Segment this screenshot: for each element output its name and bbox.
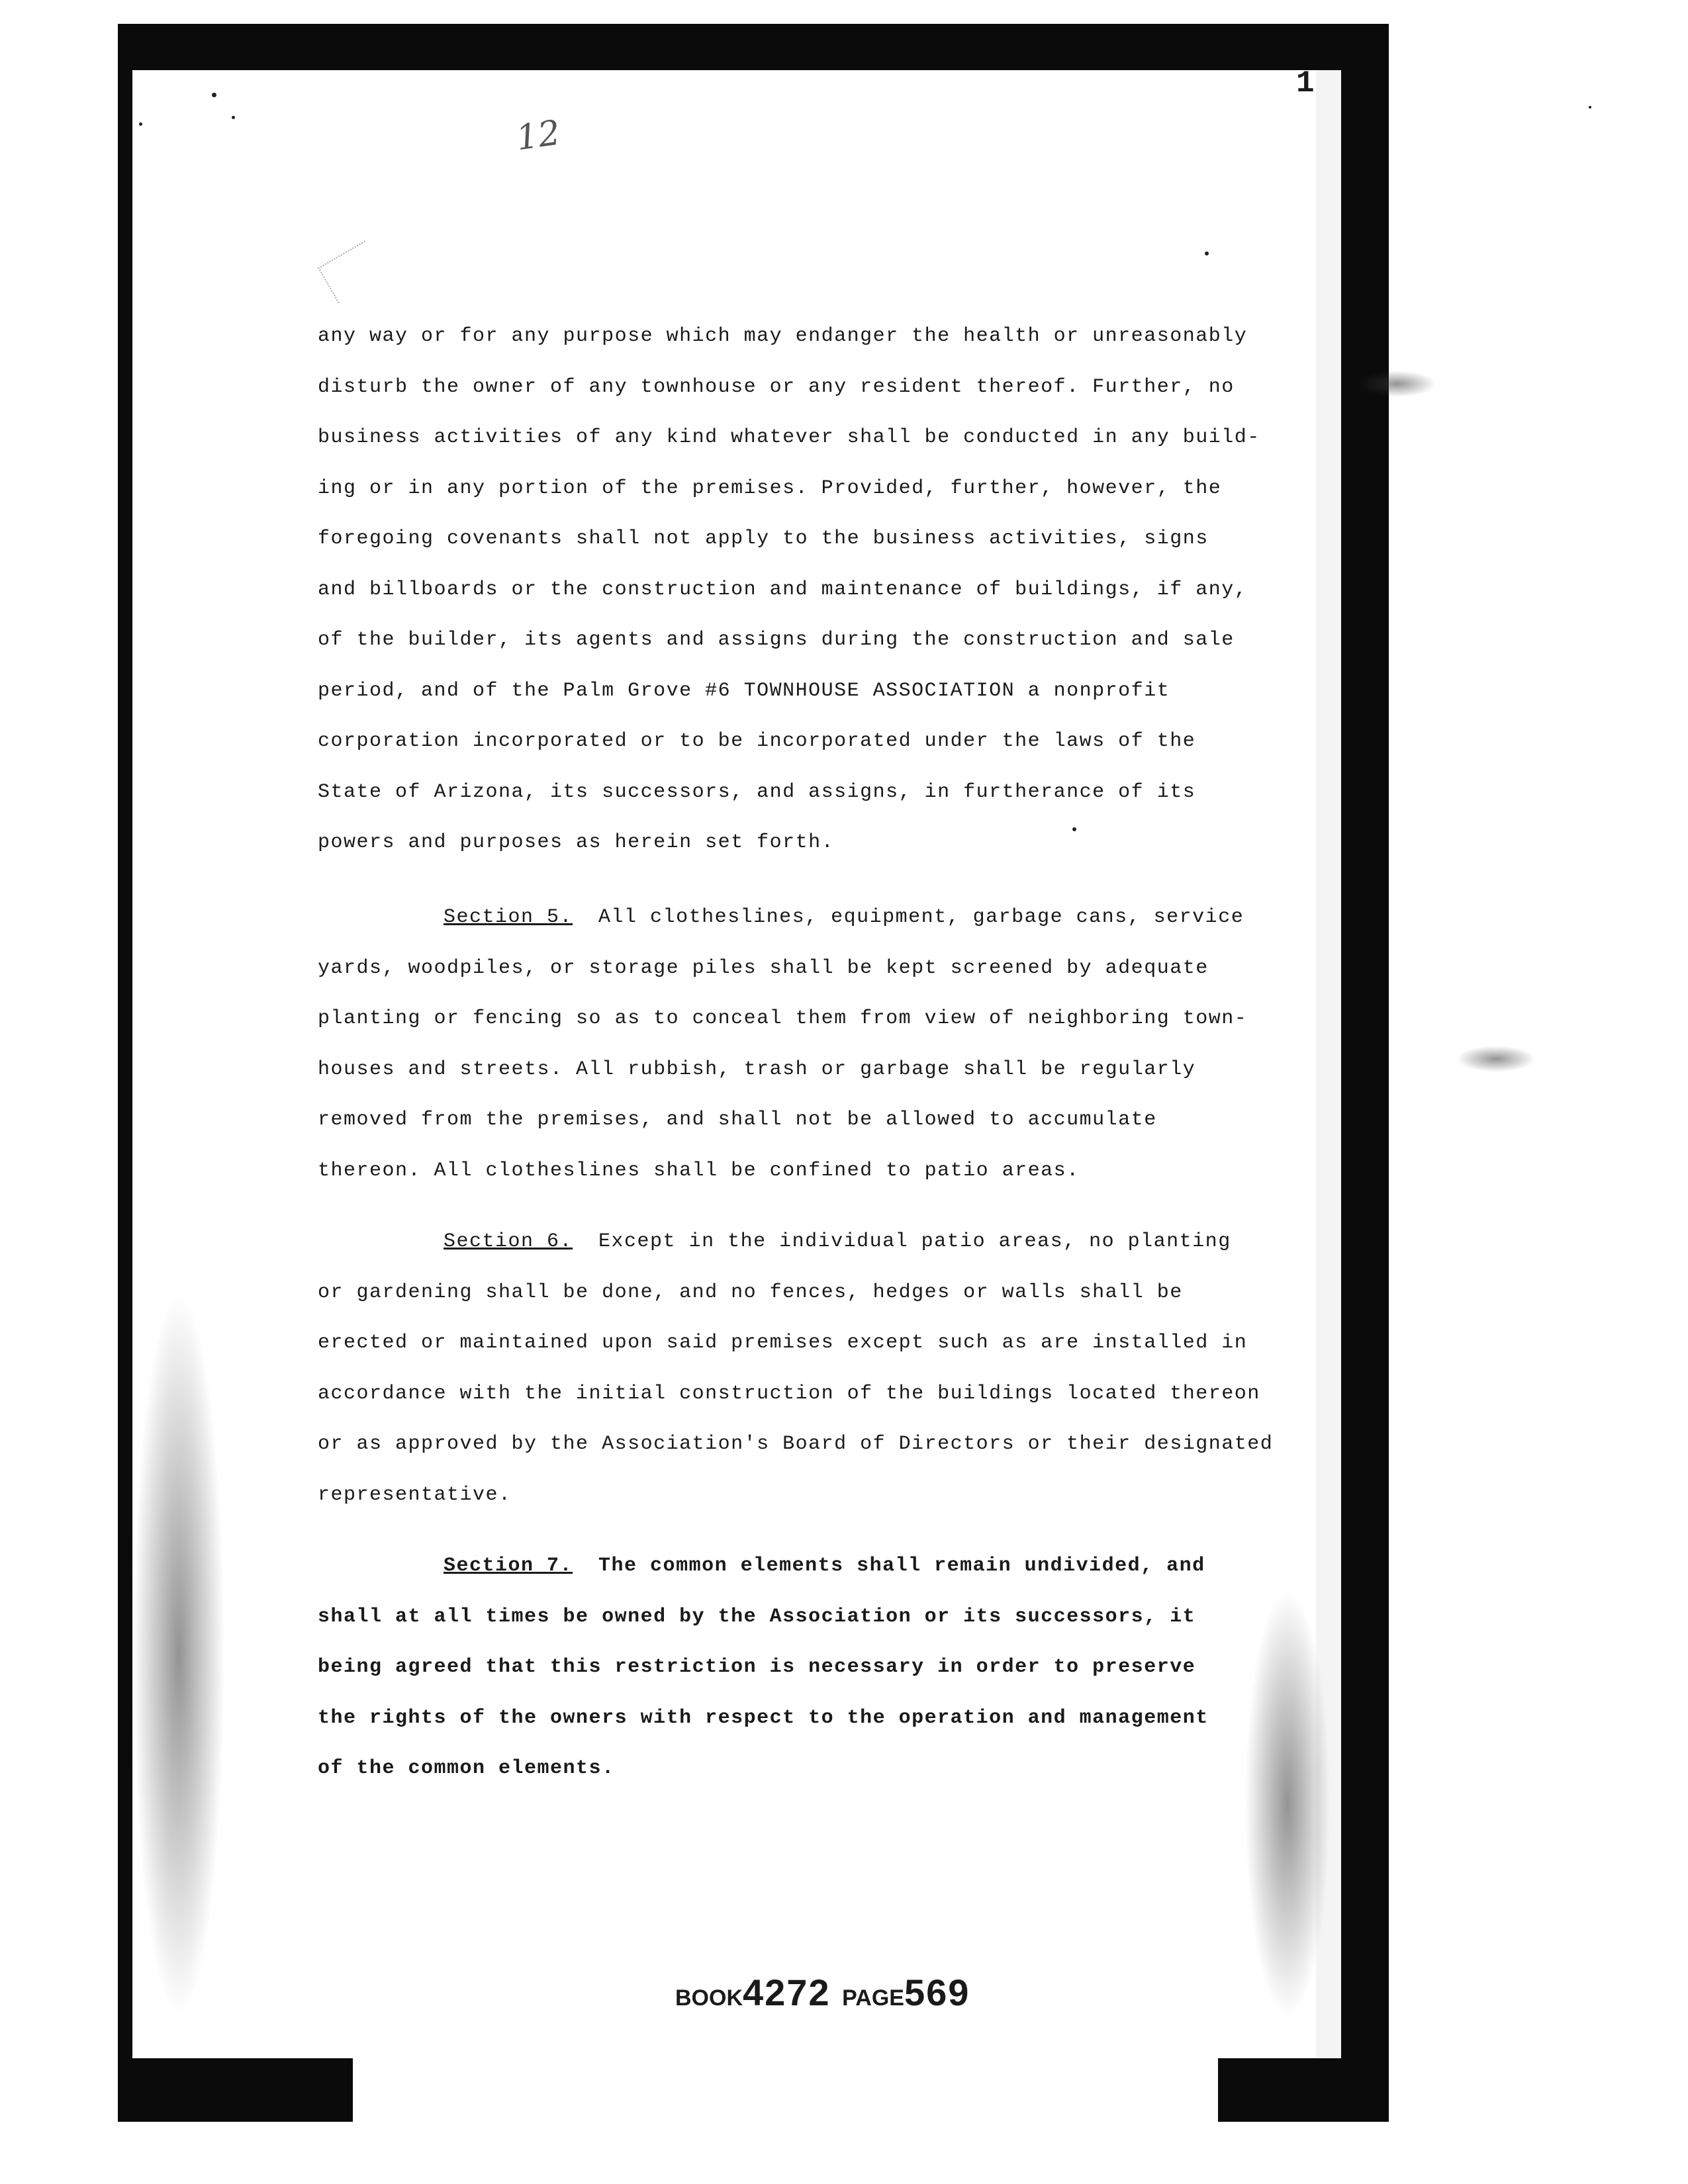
continuation-paragraph <box>318 311 1260 868</box>
section-7 <box>318 1541 1244 1794</box>
text-line: ing or in any portion of the premises. Provided, further, however, the <box>318 477 1222 500</box>
text-line: of the common elements. <box>318 1757 615 1780</box>
section-first-line <box>318 892 1244 943</box>
text-line: any way or for any purpose which may endanger the health or unreasonably <box>318 325 1248 347</box>
text-line: period, and of the Palm Grove #6 TOWNHOUSE ASSOCIATION a nonprofit <box>318 679 1170 702</box>
text-line: representative. <box>318 1483 512 1506</box>
text-line: Except in the individual patio areas, no planting <box>598 1230 1231 1253</box>
text-line: disturb the owner of any townhouse or any resident thereof. Further, no <box>318 375 1235 398</box>
scan-border-bottom-left <box>118 2058 353 2122</box>
section-6 <box>318 1216 1274 1520</box>
recording-book-page <box>675 1971 970 2014</box>
scan-speck <box>1589 106 1591 109</box>
scan-speck <box>212 93 216 97</box>
text-line: being agreed that this restriction is necessary in order to preserve <box>318 1656 1196 1678</box>
text-line: removed from the premises, and shall not be allowed to accumulate <box>318 1109 1157 1131</box>
scan-smudge-margin <box>1456 1046 1536 1072</box>
scan-border-bottom-right <box>1218 2058 1389 2122</box>
text-line: foregoing covenants shall not apply to the business activities, signs <box>318 527 1209 550</box>
text-line: and billboards or the construction and maintenance of buildings, if any, <box>318 578 1248 601</box>
text-line: yards, woodpiles, or storage piles shall be kept screened by adequate <box>318 956 1209 979</box>
text-line: powers and purposes as herein set forth. <box>318 831 835 854</box>
text-line: of the builder, its agents and assigns during the construction and sale <box>318 629 1235 651</box>
scan-smudge-left <box>132 1291 225 2019</box>
text-line: erected or maintained upon said premises except such as are installed in <box>318 1332 1248 1354</box>
text-line: corporation incorporated or to be incorporated under the laws of the <box>318 730 1196 752</box>
scan-speck <box>139 122 142 126</box>
text-line: The common elements shall remain undivided, and <box>598 1555 1205 1577</box>
text-line: houses and streets. All rubbish, trash or garbage shall be regularly <box>318 1058 1196 1081</box>
section-first-line <box>318 1541 1244 1592</box>
faint-stamp-mark <box>318 241 385 304</box>
text-line: All clotheslines, equipment, garbage cans, service <box>598 906 1244 929</box>
handwritten-mark: 12 <box>514 113 563 159</box>
scan-border-left <box>118 24 132 2122</box>
section-heading: Section 7. <box>444 1555 573 1577</box>
text-line: or gardening shall be done, and no fences, hedges or walls shall be <box>318 1281 1183 1304</box>
text-line: thereon. All clotheslines shall be confined to patio areas. <box>318 1159 1080 1182</box>
text-line: accordance with the initial construction of the buildings located thereon <box>318 1382 1260 1405</box>
section-5 <box>318 892 1248 1196</box>
text-line: shall at all times be owned by the Association or its successors, it <box>318 1605 1196 1628</box>
book-number: 4272 <box>743 1972 831 2013</box>
scan-smudge-right <box>1244 1588 1331 2019</box>
text-line: business activities of any kind whatever shall be conducted in any build- <box>318 426 1260 449</box>
section-first-line <box>318 1216 1244 1267</box>
scan-border-right <box>1341 24 1389 2122</box>
page-number: 1 <box>1296 66 1315 101</box>
section-heading: Section 6. <box>444 1230 573 1253</box>
section-heading: Section 5. <box>444 906 573 929</box>
text-line: the rights of the owners with respect to the operation and management <box>318 1706 1209 1729</box>
page-reference: 569 <box>904 1972 970 2013</box>
scan-speck <box>232 116 235 119</box>
text-line: or as approved by the Association's Board of Directors or their designated <box>318 1433 1274 1455</box>
page-label: PAGE <box>842 1985 904 2011</box>
scan-smudge-margin <box>1357 371 1436 397</box>
text-line: State of Arizona, its successors, and assigns, in furtherance of its <box>318 780 1196 803</box>
text-line: planting or fencing so as to conceal them from view of neighboring town- <box>318 1007 1248 1030</box>
scan-speck <box>1205 251 1209 255</box>
book-prefix: BOOK <box>675 1985 743 2011</box>
scan-border-top <box>118 24 1389 70</box>
